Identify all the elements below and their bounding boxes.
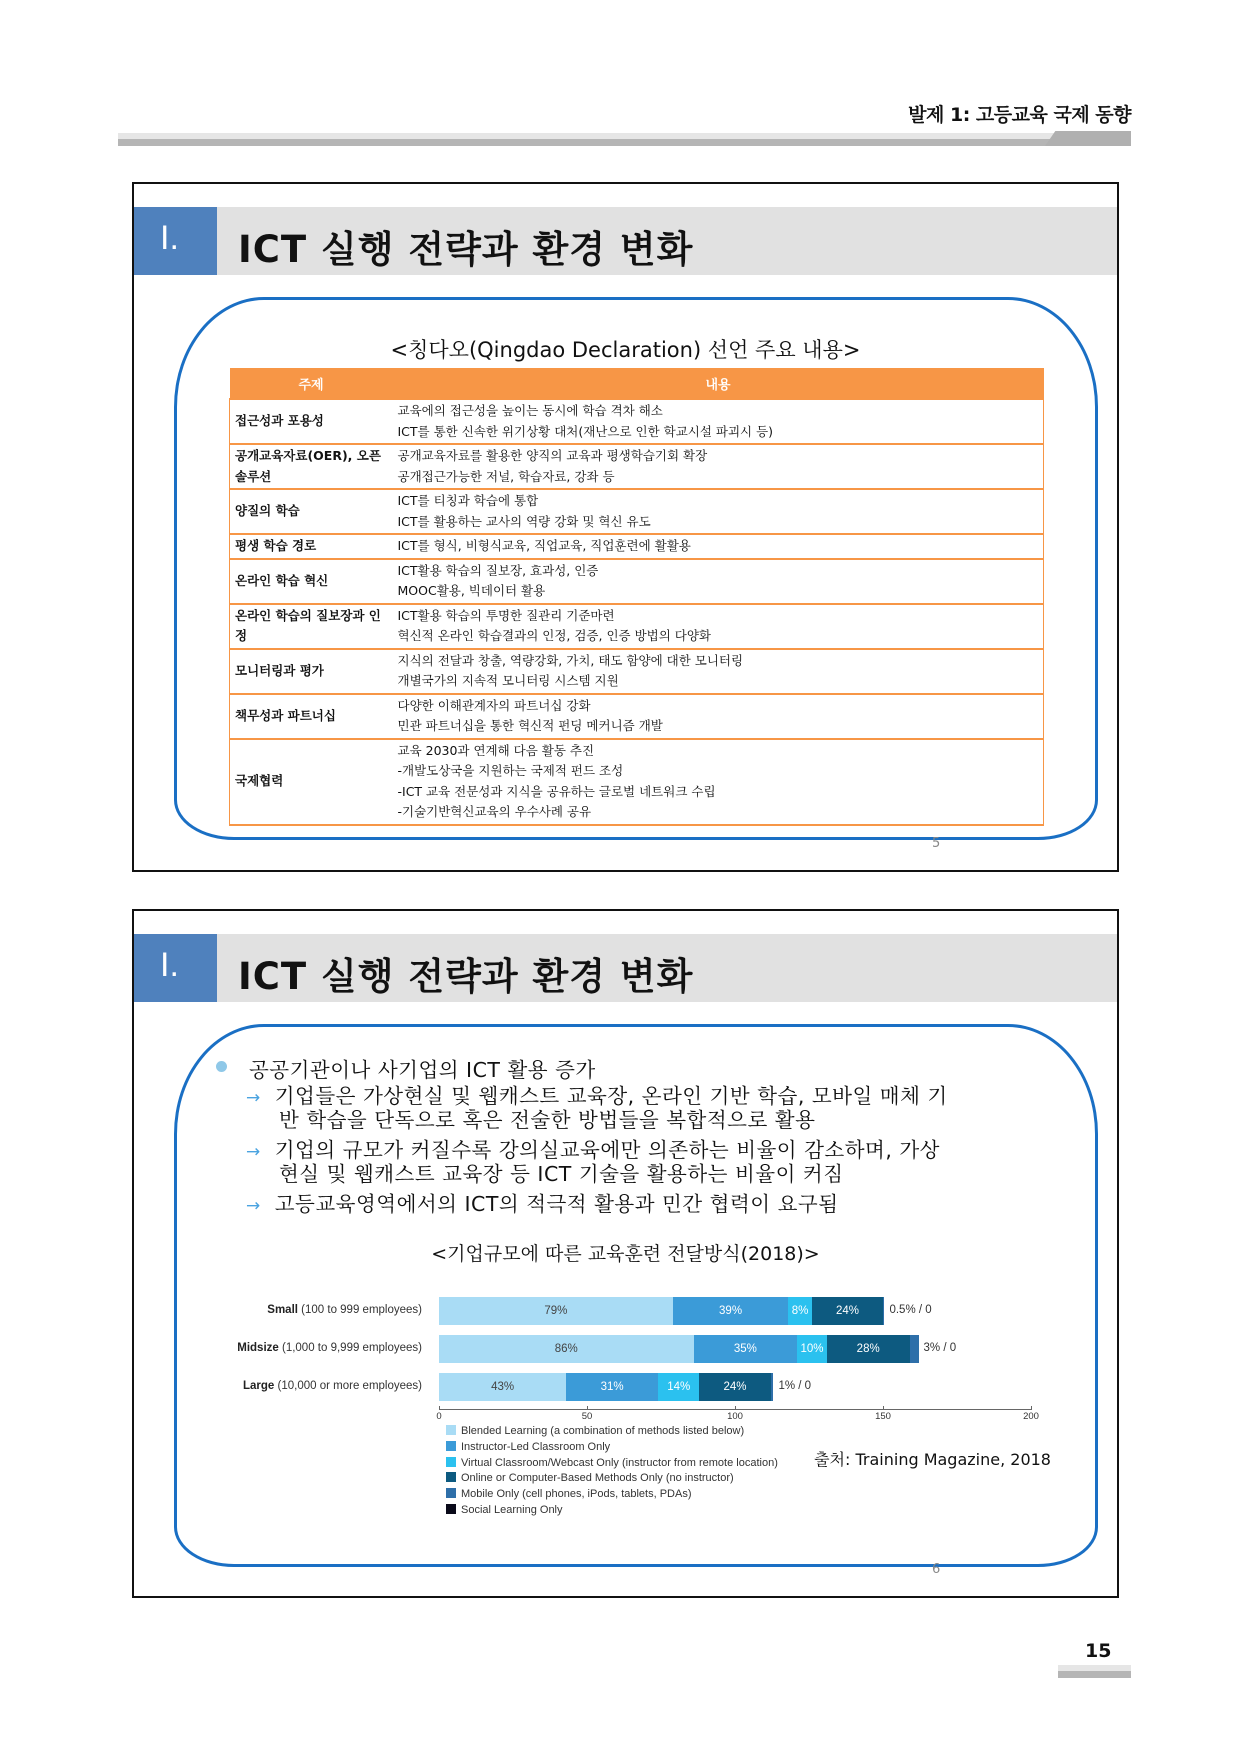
data-label: 39% <box>719 1305 743 1317</box>
arrow-icon: → <box>246 1088 261 1108</box>
table-row <box>230 489 1044 534</box>
row-content <box>393 399 1044 444</box>
table-row <box>230 444 1044 489</box>
sub-bullet-text: 현실 및 웹캐스트 교육장 등 ICT 기술을 활용하는 비율이 커짐 <box>279 1162 844 1186</box>
content-line: ICT를 티칭과 학습에 통합 <box>397 493 539 508</box>
slide-number: 5 <box>932 836 941 851</box>
content-line: ICT를 통한 신속한 위기상황 대처(재난으로 인한 학교시설 파괴시 등) <box>397 423 774 439</box>
row-topic: 온라인 학습 혁신 <box>230 559 393 604</box>
table-row <box>230 399 1044 444</box>
row-topic: 책무성과 파트너십 <box>230 694 393 739</box>
slide-title: ICT 실행 전략과 환경 변화 <box>238 955 694 998</box>
sub-bullet-text: 고등교육영역에서의 ICT의 적극적 활용과 민간 협력이 요구됨 <box>274 1192 839 1216</box>
data-label: 10% <box>800 1343 824 1355</box>
bullet-dot-icon <box>216 1061 227 1072</box>
content-line: 다양한 이해관계자의 파트너십 강화 <box>397 697 591 713</box>
title-band <box>134 207 1117 275</box>
sub-bullet-text: 기업들은 가상현실 및 웹캐스트 교육장, 온라인 기반 학습, 모바일 매체 기 <box>274 1084 948 1108</box>
x-tick-label: 0 <box>436 1411 442 1422</box>
content-line: 혁신적 온라인 학습결과의 인정, 검증, 인증 방법의 다양화 <box>397 628 711 643</box>
page-number: 15 <box>1085 1640 1112 1662</box>
slide-title: ICT 실행 전략과 환경 변화 <box>238 228 694 271</box>
category-range: (1,000 to 9,999 employees) <box>278 1342 422 1354</box>
row-content <box>393 489 1044 534</box>
source-note: 출처: Training Magazine, 2018 <box>814 1450 1051 1469</box>
row-content <box>393 694 1044 739</box>
col-header-content: 내용 <box>393 368 1044 399</box>
end-label: 0.5% / 0 <box>889 1304 932 1316</box>
row-topic: 공개교육자료(OER), 오픈 솔루션 <box>230 444 393 489</box>
row-topic: 접근성과 포용성 <box>230 399 393 444</box>
title-band <box>134 934 1117 1002</box>
arrow-icon: → <box>246 1196 261 1216</box>
data-label: 24% <box>835 1305 859 1317</box>
table-caption: <칭다오(Qingdao Declaration) 선언 주요 내용> <box>390 338 861 362</box>
declaration-table <box>229 368 1044 826</box>
section-number: I. <box>134 934 217 1002</box>
slide-number: 6 <box>932 1562 941 1577</box>
sub-bullet-text: 기업의 규모가 커질수록 강의실교육에만 의존하는 비율이 감소하며, 가상 <box>274 1138 940 1162</box>
content-line: -개발도상국을 지원하는 국제적 펀드 조성 <box>397 763 624 778</box>
category-name: Small <box>267 1304 298 1316</box>
footer-rule-dark <box>1058 1671 1131 1678</box>
sub-bullet-line <box>279 1103 815 1133</box>
data-label: 8% <box>791 1305 809 1317</box>
data-label: 86% <box>554 1343 578 1355</box>
legend-label: Mobile Only (cell phones, iPods, tablets, PDAs) <box>461 1488 692 1501</box>
row-topic: 온라인 학습의 질보장과 인정 <box>230 604 393 649</box>
table-row <box>230 739 1044 825</box>
table-row <box>230 694 1044 739</box>
row-topic: 국제협력 <box>230 739 393 825</box>
table-row <box>230 604 1044 649</box>
end-label: 3% / 0 <box>923 1342 957 1354</box>
content-line: 공개접근가능한 저널, 학습자료, 강좌 등 <box>397 468 615 484</box>
header-rule-dark <box>118 139 1131 146</box>
row-topic: 평생 학습 경로 <box>230 534 393 559</box>
end-label: 1% / 0 <box>778 1380 812 1392</box>
x-tick-label: 50 <box>581 1411 593 1422</box>
table-row <box>230 559 1044 604</box>
sub-bullet-line <box>279 1157 844 1187</box>
section-number: I. <box>134 207 217 275</box>
slide-5 <box>132 182 1119 872</box>
chart-caption: <기업규모에 따른 교육훈련 전달방식(2018)> <box>431 1243 820 1265</box>
content-line: MOOC활용, 빅데이터 활용 <box>397 583 546 598</box>
legend-label: Blended Learning (a combination of methods listed below) <box>461 1425 745 1437</box>
content-line: ICT를 활용하는 교사의 역량 강화 및 혁신 유도 <box>397 513 651 529</box>
category-name: Midsize <box>237 1342 279 1354</box>
legend-label: Online or Computer-Based Methods Only (no instructor) <box>461 1472 734 1485</box>
category-range: (100 to 999 employees) <box>297 1304 422 1316</box>
content-line: 교육 2030과 연계해 다음 활동 추진 <box>397 742 595 758</box>
content-line: ICT를 형식, 비형식교육, 직업교육, 직업훈련에 활활용 <box>397 538 691 553</box>
legend-label: Instructor-Led Classroom Only <box>461 1440 611 1453</box>
row-content <box>393 604 1044 649</box>
header-tab <box>1045 131 1131 146</box>
legend-label: Virtual Classroom/Webcast Only (instructor from remote location) <box>461 1456 778 1469</box>
category-range: (10,000 or more employees) <box>274 1380 422 1392</box>
content-line: ICT활용 학습의 질보장, 효과성, 인증 <box>397 562 599 578</box>
row-content <box>393 739 1044 825</box>
content-line: 개별국가의 지속적 모니터링 시스템 지원 <box>397 673 619 688</box>
content-line: -기술기반혁신교육의 우수사례 공유 <box>397 804 592 819</box>
content-line: 교육에의 접근성을 높이는 동시에 학습 격차 해소 <box>397 403 663 418</box>
x-tick-label: 150 <box>875 1411 891 1422</box>
table-row <box>230 649 1044 694</box>
arrow-icon: → <box>246 1142 261 1162</box>
running-header: 발제 1: 고등교육 국제 동향 <box>908 104 1131 126</box>
row-content <box>393 649 1044 694</box>
x-tick-label: 200 <box>1023 1411 1039 1422</box>
category-name: Large <box>243 1380 275 1392</box>
row-topic: 양질의 학습 <box>230 489 393 534</box>
sub-bullet-text: 반 학습을 단독으로 혹은 전술한 방법들을 복합적으로 활용 <box>279 1108 816 1132</box>
data-label: 31% <box>600 1381 624 1393</box>
row-topic: 모니터링과 평가 <box>230 649 393 694</box>
content-line: ICT활용 학습의 투명한 질관리 기준마련 <box>397 607 615 623</box>
data-label: 79% <box>544 1305 568 1317</box>
sub-bullet-line <box>246 1187 839 1217</box>
content-line: -ICT 교육 전문성과 지식을 공유하는 글로벌 네트워크 수립 <box>397 783 716 799</box>
data-label: 14% <box>667 1381 691 1393</box>
slide-6 <box>132 909 1119 1598</box>
content-line: 지식의 전달과 창출, 역량강화, 가치, 태도 함양에 대한 모니터링 <box>397 652 744 668</box>
content-line: 민관 파트너십을 통한 혁신적 펀딩 메커니즘 개발 <box>397 718 663 733</box>
content-line: 공개교육자료를 활용한 양직의 교육과 평생학습기회 확장 <box>397 448 708 463</box>
data-label: 24% <box>723 1381 747 1393</box>
data-label: 28% <box>856 1343 880 1355</box>
table-row <box>230 534 1044 559</box>
row-content <box>393 534 1044 559</box>
col-header-topic: 주제 <box>230 368 393 399</box>
x-tick-label: 100 <box>727 1411 743 1422</box>
bullet-main: 공공기관이나 사기업의 ICT 활용 증가 <box>249 1058 596 1082</box>
legend-label: Social Learning Only <box>461 1504 563 1516</box>
row-content <box>393 444 1044 489</box>
row-content <box>393 559 1044 604</box>
data-label: 43% <box>491 1381 515 1393</box>
data-label: 35% <box>733 1343 757 1355</box>
